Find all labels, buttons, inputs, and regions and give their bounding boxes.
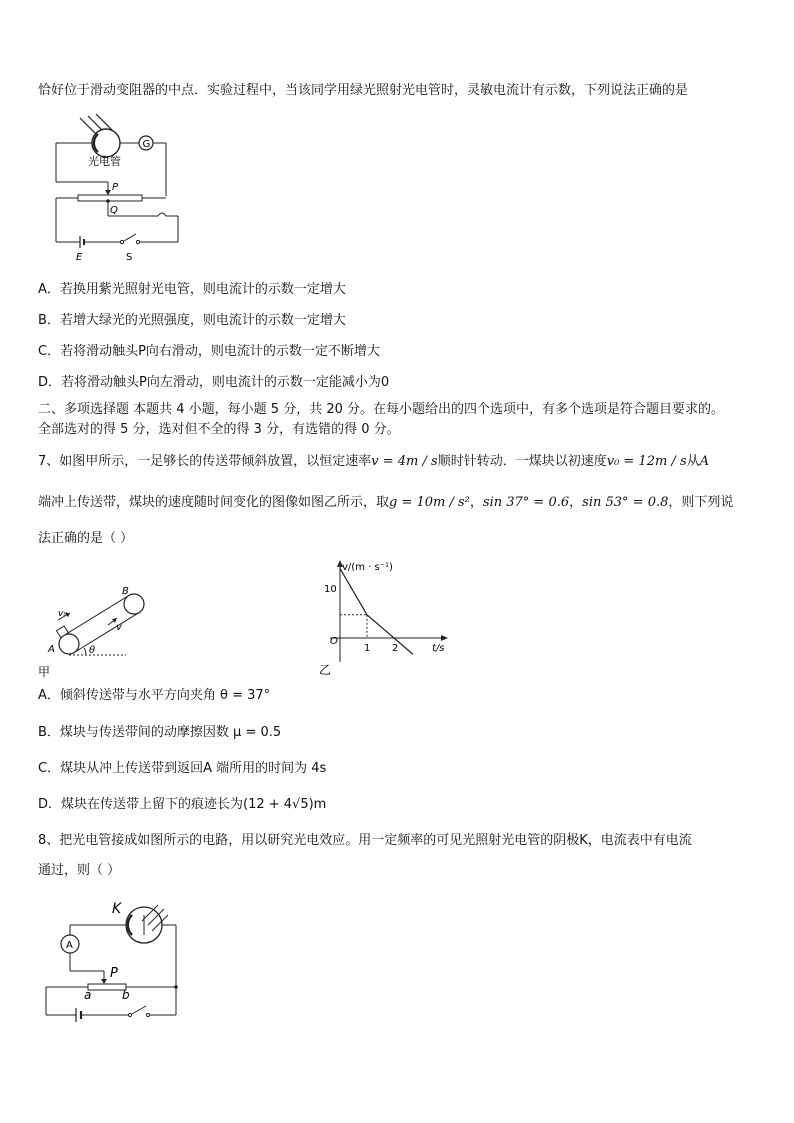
tube-label: 光电管: [88, 155, 121, 168]
q7-option-c: C．煤块从冲上传送带到返回A 端所用的时间为 4s: [38, 761, 327, 776]
q7-figure-jia: [36, 580, 166, 680]
q6-option-a: A．若换用紫光照射光电管，则电流计的示数一定增大: [38, 282, 346, 297]
q7-text-1a: 7、如图甲所示，一足够长的传送带倾斜放置，以恒定速率: [38, 454, 372, 469]
figure-yi-caption: 乙: [319, 663, 332, 677]
switch-s-label: S: [126, 252, 133, 263]
q7-text-2a: 端冲上传送带，煤块的速度随时间变化的图像如图乙所示，取: [38, 495, 390, 510]
point-b-label: b: [122, 988, 130, 1002]
ammeter-label: A: [66, 940, 73, 951]
q6-option-c: C．若将滑动触头P向右滑动，则电流计的示数一定不断增大: [38, 344, 380, 359]
q7-sin53: sin 53° = 0.8: [582, 495, 669, 510]
battery-e-label: E: [76, 252, 83, 263]
q7-text-2c: ，: [469, 495, 483, 510]
theta-label: θ: [89, 645, 96, 656]
slider-p-label: P: [110, 966, 118, 981]
q7-option-a: A．倾斜传送带与水平方向夹角 θ = 37°: [38, 688, 271, 703]
q7-point-a: A: [699, 454, 710, 469]
x-axis-label: t/s: [432, 643, 445, 654]
q7-vt-chart: [318, 556, 458, 678]
q7-stem-line2: [38, 494, 733, 512]
q7-text-2g: ，则下列说: [668, 495, 734, 510]
v-label: v: [116, 622, 122, 633]
q7-text-2e: ，: [569, 495, 583, 510]
q7-text-1c: 顺时针转动．一煤块以初速度: [437, 454, 607, 469]
figure-jia-caption: 甲: [38, 665, 51, 679]
q7-option-d: D．煤块在传送带上留下的痕迹长为(12 + 4√5)m: [38, 797, 327, 812]
point-a-label: a: [84, 988, 92, 1002]
q7-option-b: B．煤块与传送带间的动摩擦因数 μ = 0.5: [38, 725, 282, 740]
origin-label: O: [330, 636, 338, 647]
x-tick-2: 2: [392, 643, 399, 654]
v0-label: v₀: [58, 609, 67, 619]
y-axis-label: v/(m · s⁻¹): [342, 562, 393, 573]
q7-initial-speed: v₀ = 12m / s: [606, 454, 687, 469]
q7-text-1e: 从: [686, 454, 700, 469]
q7-sin37: sin 37° = 0.6: [482, 495, 570, 510]
point-b-label: B: [122, 586, 129, 597]
section2-line2: 全部选对的得 5 分，选对但不全的得 3 分，有选错的得 0 分。: [38, 422, 400, 437]
q6-circuit-figure: [48, 112, 198, 264]
q7-stem-line1: [38, 453, 709, 471]
point-a-label: A: [48, 644, 55, 655]
galvanometer-label: G: [142, 139, 151, 150]
cathode-k-label: K: [112, 901, 122, 917]
y-tick-10: 10: [324, 584, 337, 595]
q6-option-b: B．若增大绿光的光照强度，则电流计的示数一定增大: [38, 313, 346, 328]
slider-p-label: P: [112, 182, 119, 193]
q7-stem-line3: 法正确的是（ ）: [38, 531, 134, 546]
q8-stem-line2: 通过，则（ ）: [38, 863, 121, 878]
q7-gravity: g = 10m / s²: [389, 495, 470, 510]
q7-belt-speed: v = 4m / s: [371, 454, 438, 469]
q6-stem: 恰好位于滑动变阻器的中点．实验过程中，当该同学用绿光照射光电管时，灵敏电流计有示数，下列说法正确的是: [38, 83, 689, 98]
section2-line1: 二、多项选择题 本题共 4 小题，每小题 5 分，共 20 分。在每小题给出的四个选项中，有多个选项是符合题目要求的。: [38, 402, 725, 417]
q8-circuit-figure: [40, 895, 190, 1027]
q8-stem-line1: 8、把光电管接成如图所示的电路，用以研究光电效应。用一定频率的可见光照射光电管的阴极K，电流表中有电流: [38, 833, 692, 848]
point-q-label: Q: [110, 205, 118, 216]
q6-option-d: D．若将滑动触头P向左滑动，则电流计的示数一定能减小为0: [38, 375, 390, 390]
velocity-series-line: [340, 568, 413, 654]
x-tick-1: 1: [364, 643, 371, 654]
